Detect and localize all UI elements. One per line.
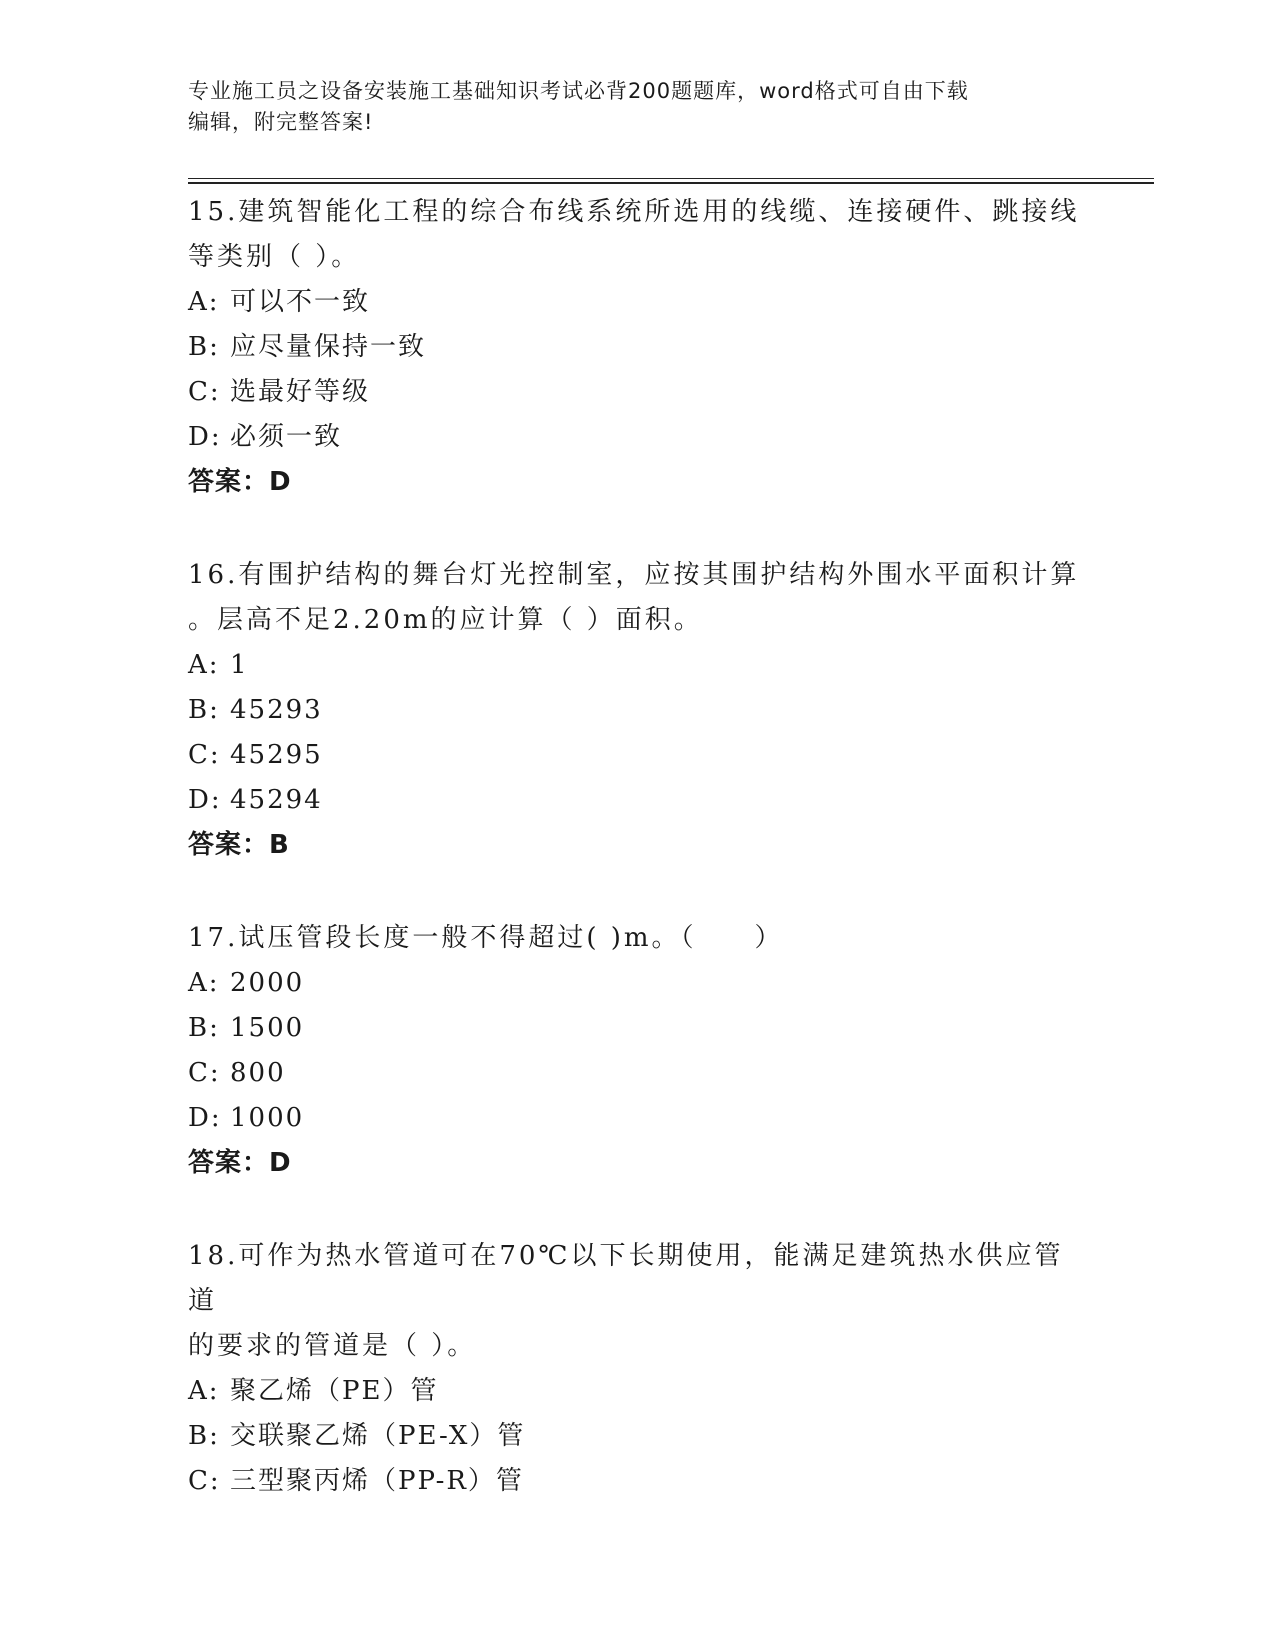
option-letter: B: <box>188 332 220 362</box>
option-letter: B: <box>188 1013 220 1043</box>
answer-line: 答案：B <box>188 830 290 860</box>
question-list <box>188 190 1088 1552</box>
option-letter: D: <box>188 785 222 815</box>
header-divider <box>188 178 1154 184</box>
option-text: 交联聚乙烯（PE-X）管 <box>230 1421 526 1451</box>
option-text: 应尽量保持一致 <box>230 332 427 362</box>
option-c <box>188 1459 1088 1504</box>
option-text: 三型聚丙烯（PP-R）管 <box>230 1466 524 1496</box>
option-b <box>188 325 1088 370</box>
question-text-line: 等类别（ ）。 <box>188 242 361 272</box>
option-b <box>188 1414 1088 1459</box>
option-d <box>188 1096 1088 1141</box>
option-letter: C: <box>188 740 221 770</box>
document-header <box>188 76 1068 138</box>
question-text-line: 17.试压管段长度一般不得超过( )m。（ ） <box>188 923 784 953</box>
header-line-2: 编辑，附完整答案! <box>188 110 374 134</box>
answer-line: 答案：D <box>188 467 292 497</box>
question-text <box>188 916 1088 961</box>
option-letter: A: <box>188 968 220 998</box>
option-letter: A: <box>188 287 220 317</box>
question-text <box>188 190 1088 280</box>
question-17 <box>188 916 1088 1186</box>
option-a <box>188 961 1088 1006</box>
option-a <box>188 643 1088 688</box>
question-text <box>188 1234 1088 1369</box>
option-b <box>188 688 1088 733</box>
option-letter: A: <box>188 1376 220 1406</box>
option-d <box>188 415 1088 460</box>
option-letter: C: <box>188 1466 221 1496</box>
option-d <box>188 778 1088 823</box>
question-18 <box>188 1234 1088 1504</box>
option-text: 2000 <box>230 968 305 998</box>
option-text: 1000 <box>230 1103 305 1133</box>
question-text-line: 。层高不足2.20m的应计算（ ）面积。 <box>188 605 703 635</box>
option-text: 45293 <box>230 695 323 725</box>
option-text: 45294 <box>230 785 323 815</box>
option-c <box>188 1051 1088 1096</box>
option-letter: C: <box>188 1058 221 1088</box>
option-letter: B: <box>188 695 220 725</box>
option-letter: D: <box>188 1103 222 1133</box>
option-text: 选最好等级 <box>230 377 371 407</box>
question-text-line: 18.可作为热水管道可在70℃以下长期使用，能满足建筑热水供应管道 <box>188 1241 1064 1316</box>
option-a <box>188 280 1088 325</box>
question-15 <box>188 190 1088 505</box>
question-text-line: 16.有围护结构的舞台灯光控制室，应按其围护结构外围水平面积计算 <box>188 560 1080 590</box>
question-16 <box>188 553 1088 868</box>
question-text-line: 的要求的管道是（ ）。 <box>188 1331 477 1361</box>
option-text: 1500 <box>230 1013 305 1043</box>
option-a <box>188 1369 1088 1414</box>
option-c <box>188 733 1088 778</box>
divider-thick-line <box>188 182 1154 184</box>
option-text: 聚乙烯（PE）管 <box>230 1376 439 1406</box>
question-text-line: 15.建筑智能化工程的综合布线系统所选用的线缆、连接硬件、跳接线 <box>188 197 1080 227</box>
option-b <box>188 1006 1088 1051</box>
option-letter: C: <box>188 377 221 407</box>
question-text <box>188 553 1088 643</box>
option-c <box>188 370 1088 415</box>
answer-line: 答案：D <box>188 1148 292 1178</box>
header-line-1: 专业施工员之设备安装施工基础知识考试必背200题题库，word格式可自由下载 <box>188 79 969 103</box>
option-text: 必须一致 <box>230 422 343 452</box>
option-letter: D: <box>188 422 222 452</box>
option-text: 45295 <box>230 740 323 770</box>
option-text: 1 <box>230 650 249 680</box>
option-letter: B: <box>188 1421 220 1451</box>
option-letter: A: <box>188 650 220 680</box>
option-text: 800 <box>230 1058 286 1088</box>
option-text: 可以不一致 <box>230 287 371 317</box>
divider-thin-line <box>188 178 1154 179</box>
